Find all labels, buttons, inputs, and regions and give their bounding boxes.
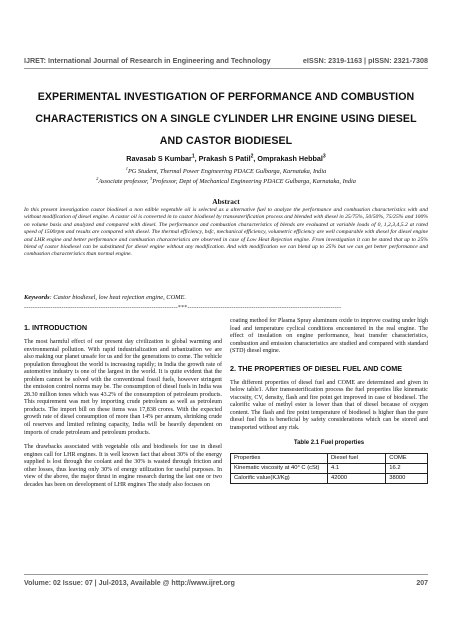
footer-citation: Volume: 02 Issue: 07 | Jul-2013, Available @ http://www.ijret.org — [24, 580, 235, 587]
author-sep-1: , — [194, 154, 199, 163]
table-cell: 16.2 — [386, 464, 428, 474]
affil-1-mark: 1 — [125, 165, 128, 171]
table-cell: Calorific value(KJ/Kg) — [231, 474, 328, 484]
table-cell: 38000 — [386, 474, 428, 484]
table-row — [231, 474, 428, 484]
header-rule — [24, 68, 428, 69]
table-cell: Kinematic viscosity at 40° C (cSt) — [231, 464, 328, 474]
fuel-properties-table — [230, 453, 428, 484]
affiliation-1 — [24, 165, 428, 175]
journal-name: IJRET: International Journal of Research in Engineering and Technology — [24, 56, 271, 65]
table-header-row — [231, 454, 428, 464]
table-header-cell: Properties — [231, 454, 328, 464]
keywords-text: : Castor biodiesel, low heat rejection engine, COME. — [49, 294, 187, 301]
table-cell: 4.1 — [328, 464, 386, 474]
abstract-text: In this present investigation castor biodiesel a non edible vegetable oil is selected as a alternative fuel to analyze the performance and combustion characteristics with and without modification of diesel engine. A castor oil is converted in to castor biodiesel by transesterification process and blended with diesel in 25/75%, 50/50%, 75/25% and 100% on volume basis and analyzed and compared with diesel. The performance and combustion characteristics of blends are evaluated at variable loads of 0, 1,2,3,4,5.2 at rated speed of 1500rpm and results are compared with diesel. The thermal efficiency, bsfc, mechanical efficiency, volumetric efficiency are well comparable with diesel for diesel engine and LHR engine and better performance and combustion characteristics are observed in case of Low Heat Rejection engine. From investigation it can be stated that up to 25% blend of castor biodiesel can be substituted for diesel engine without any modification. And with modification we can blend up to 25% but we can get better performance and combustion characteristics than normal engine. — [24, 207, 428, 258]
properties-paragraph: The different properties of diesel fuel and COME are determined and given in below table1. After transesterification process the fuel properties like kinematic viscosity, CV, density, flash and fire point get improved in case of biodiesel. The calorific value of methyl ester is lower than that of diesel because of oxygen content. The flash and fire point temperature of biodiesel is higher than the pure diesel fuel this is beneficial by safety considerations which can be stored and transported without any risk. — [230, 379, 428, 432]
author-1: Ravasab S Kumbar — [126, 154, 192, 163]
author-1-mark: 1 — [191, 153, 195, 160]
intro-paragraph-1: The most harmful effect of our present day civilization is global warming and environmental pollution. With rapid industrialization and urbanization we are also making our planet unsafe for us and for the generations to come. The vehicle population throughout the world is increasing rapidly; in India the growth rate of automotive industry is one of the largest in the world. It is quite evident that the problem cannot be solved with the conventional fossil fuels, however stringent the emission control norms may be. The consumption of diesel fuels in India was 28.30 million tones which was 43.2% of the consumption of petroleum products. This requirement was met by importing crude petroleum as well as petroleum products. The import bill on these items was 17,838 crores. With the expected growth rate of diesel consumption of more than 14% per annum, shrinking crude oil reserves and limited refining capacity, India will be heavily dependent on imports of crude petroleum and petroleum products. — [24, 339, 222, 436]
table-cell: 42000 — [328, 474, 386, 484]
keywords-label: Keywords — [24, 294, 50, 301]
author-3: Omprakash Hebbal — [257, 154, 323, 163]
author-3-mark: 3 — [322, 153, 326, 160]
author-list — [24, 154, 428, 163]
author-sep-2: , — [253, 154, 258, 163]
affil-3-mark: 3 — [150, 175, 153, 181]
intro-paragraph-2: The drawbacks associated with vegetable oils and biodiesels for use in diesel engines call for LHR engines. It is well known fact that about 30% of the energy supplied is lost through the coolant and the 30% is wasted through friction and other losses, thus leaving only 30% of energy utilization for useful purposes. In view of the above, the major thrust in engine research during the last one or two decades has been on development of LHR engines The study also focuses on — [24, 444, 222, 488]
affil-1-text: PG Student, Thermal Power Engineering PDACE Gulbarga, Karnataka, India — [127, 168, 327, 175]
intro-heading: 1. INTRODUCTION — [24, 323, 88, 332]
affil-2-text: Associate professor, — [98, 178, 151, 185]
intro-paragraph-3: coating method for Plasma Spray aluminum oxide to improve coating under high load and temperature cyclical conditions encountered in the real engine. The effect of insulation on engine performance, heat transfer characteristics, combustion and emission characteristics are studied and compared with standard (STD) diesel engine. — [230, 318, 428, 355]
affil-2-mark: 2 — [96, 175, 99, 181]
section-separator: ----------------------------------------------------------------------***---------------------------------------------------------------------- — [24, 305, 342, 311]
paper-title: EXPERIMENTAL INVESTIGATION OF PERFORMANCE AND COMBUSTION CHARACTERISTICS ON A SINGLE CYLINDER LHR ENGINE USING DIESEL AND CASTOR BIODIESEL — [35, 91, 417, 147]
affil-3-text: Professor, Dept of Mechanical Engineering PDACE Gulbarga, Karnataka, India — [152, 178, 356, 185]
keywords — [24, 294, 428, 301]
table-caption: Table 2.1 Fuel properties — [293, 439, 365, 446]
page-footer — [24, 580, 428, 587]
journal-issn: eISSN: 2319-1163 | pISSN: 2321-7308 — [302, 56, 428, 65]
author-2: Prakash S Patil — [198, 154, 251, 163]
table-header-cell: Diesel fuel — [328, 454, 386, 464]
table-header-cell: COME — [386, 454, 428, 464]
footer-rule — [24, 574, 428, 575]
affiliation-2 — [24, 175, 428, 185]
page-number: 207 — [416, 580, 428, 587]
left-column — [24, 322, 222, 496]
journal-header — [24, 56, 428, 65]
table-row — [231, 464, 428, 474]
right-column — [230, 318, 428, 484]
author-2-mark: 2 — [250, 153, 254, 160]
abstract-heading: Abstract — [212, 197, 240, 206]
properties-heading: 2. THE PROPERTIES OF DIESEL FUEL AND COME — [230, 363, 402, 373]
